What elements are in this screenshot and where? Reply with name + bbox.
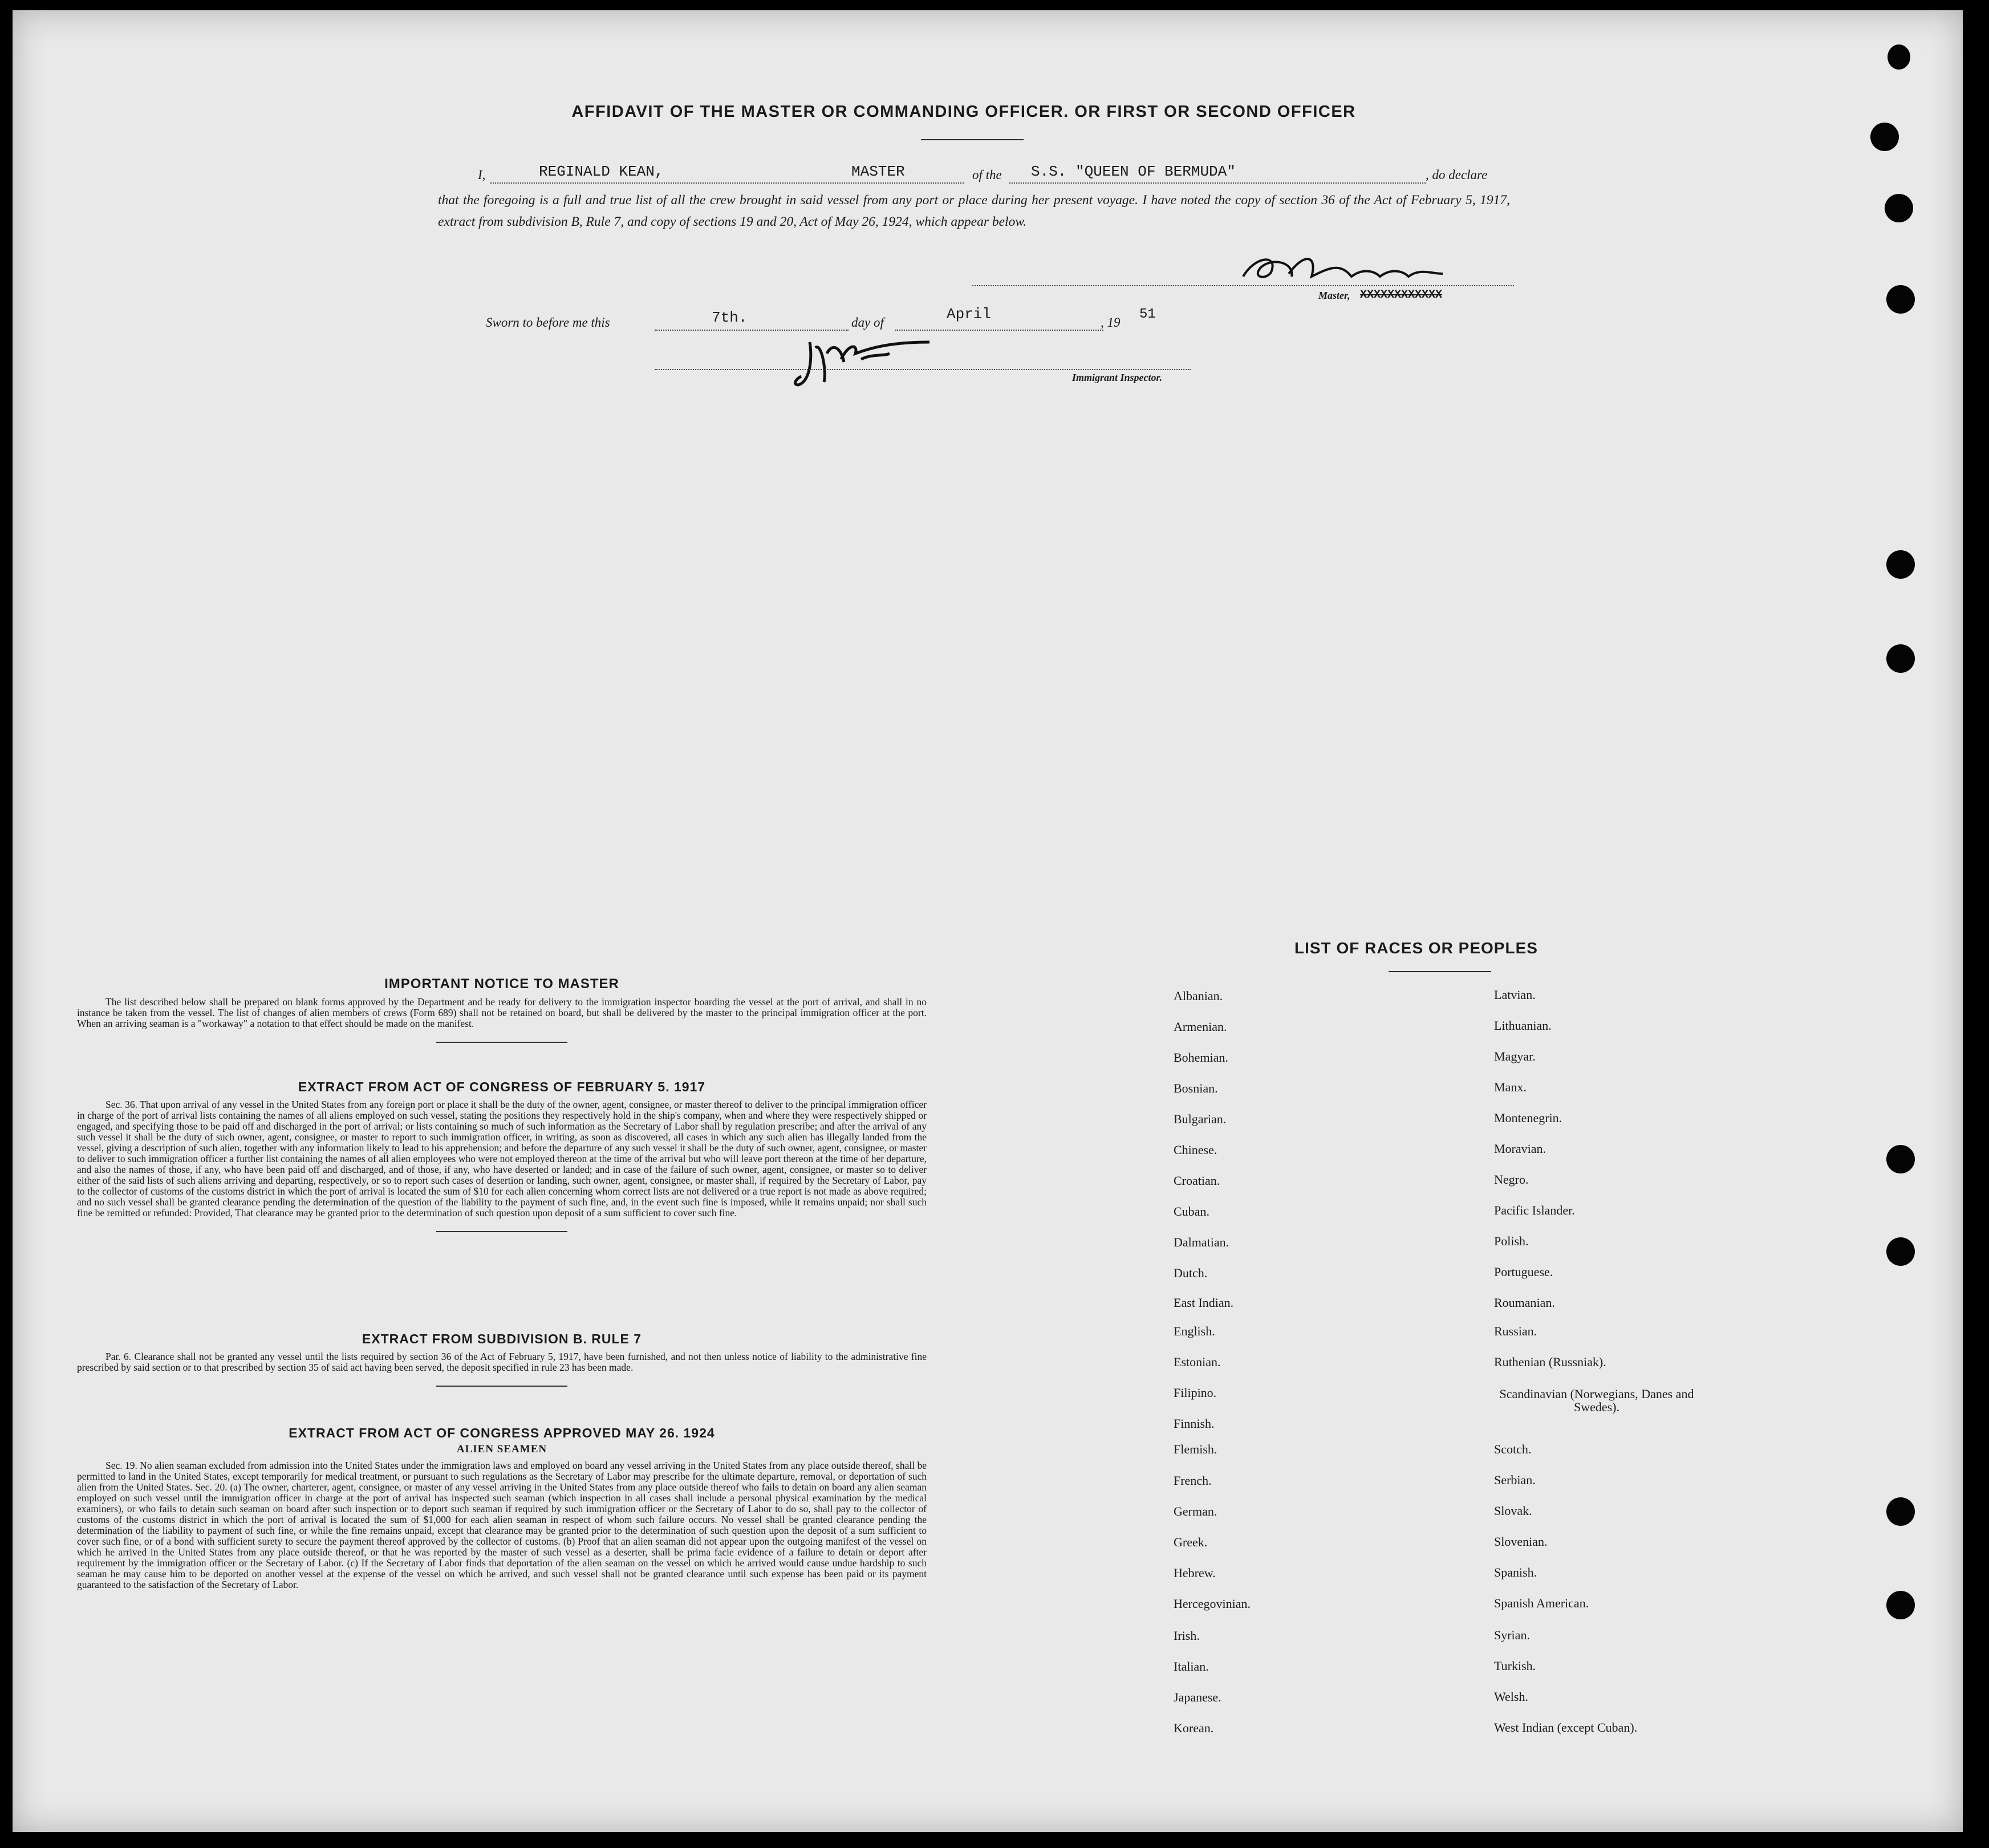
divider xyxy=(436,1042,567,1043)
do-declare-text: , do declare xyxy=(1426,168,1488,182)
extract-1917-title: EXTRACT FROM ACT OF CONGRESS OF FEBRUARY 5. 1917 xyxy=(298,1079,706,1094)
race-item: Cuban. xyxy=(1174,1204,1209,1219)
master-rank: MASTER xyxy=(851,163,905,180)
extract-1917 xyxy=(77,1079,927,1232)
race-item: Syrian. xyxy=(1494,1628,1530,1642)
race-item: German. xyxy=(1174,1504,1217,1518)
race-item: Spanish. xyxy=(1494,1565,1537,1579)
notice-text: The list described below shall be prepared on blank forms approved by the Department and be ready for delivery to the immigration inspector boarding the vessel at the port of arrival, and shall in no instance be taken from the vessel. The list of changes of alien members of crews (Form 689) shall not be retained on board, but shall be delivered by the master to the principal immigration officer at the port. When an arriving seaman is a "workaway" a notation to that effect should be made on the manifest. xyxy=(77,996,927,1029)
race-item: Magyar. xyxy=(1494,1049,1536,1063)
affidavit-paragraph xyxy=(438,189,1510,233)
extract-1924-subtitle: ALIEN SEAMEN xyxy=(456,1443,547,1455)
master-name: REGINALD KEAN, xyxy=(539,163,664,180)
race-item: Dutch. xyxy=(1174,1266,1208,1280)
extract-1924-text: Sec. 19. No alien seaman excluded from admission into the United States under the immigration laws and employed on board any vessel arriving in the United States from any place outside thereof, shall be permitted to land in the United States, except temporarily for medical treatment, or pursuant to such regulations as the Secretary of Labor may prescribe for the ultimate departure, removal, or deportation of such alien from the United States. Sec. 20. (a) The owner, charterer, agent, consignee, or master of any vessel arriving in the United States from any place outside thereof who fails to detain on board any alien seaman employed on such vessel until the immigration officer in charge at the port of arrival has inspected such seaman (which inspection in all cases shall include a personal physical examination by the medical examiners), or who fails to detain such seaman on board after such inspection or to deport such seaman if required by such immigration officer or the Secretary of Labor to do so, shall pay to the collector of customs of the customs district in which the port of arrival is located the sum of $1,000 for each alien seaman in respect of whom such failure occurs. No vessel shall be granted clearance pending the determination of the liability to payment of such fine, or while the fine remains unpaid, except that clearance may be granted prior to the determination of such question upon the deposit of a sum sufficient to cover such fine, or of a bond with sufficient surety to secure the payment thereof approved by the collector of customs. (b) Proof that an alien seaman did not appear upon the outgoing manifest of the vessel on which he arrived in the United States from any place outside thereof, or that he was reported by the master of such vessel as a deserter, shall be prima facie evidence of a failure to detain or deport after requirement by the immigration officer or the Secretary of Labor. (c) If the Secretary of Labor finds that deportation of the alien seaman on the vessel on which he arrived would cause undue hardship to such seaman he may cause him to be deported on another vessel at the expense of the vessel on which he arrived, and such vessel shall not be granted clearance until such expense has been paid or its payment guaranteed to the satisfaction of the Secretary of Labor. xyxy=(77,1460,927,1590)
race-item: Greek. xyxy=(1174,1535,1208,1549)
master-label: Master, xyxy=(1318,290,1350,301)
race-item: Portuguese. xyxy=(1494,1265,1553,1279)
race-item: Chinese. xyxy=(1174,1143,1217,1157)
race-item: Flemish. xyxy=(1174,1442,1217,1456)
punch-hole xyxy=(1886,1497,1915,1526)
vessel-name: S.S. "QUEEN OF BERMUDA" xyxy=(1031,163,1236,180)
race-item: English. xyxy=(1174,1324,1215,1338)
race-item: Finnish. xyxy=(1174,1416,1215,1431)
race-item: Montenegrin. xyxy=(1494,1111,1562,1125)
important-notice xyxy=(77,976,927,1043)
punch-hole xyxy=(1887,44,1910,70)
race-item: Lithuanian. xyxy=(1494,1018,1552,1033)
race-item: West Indian (except Cuban). xyxy=(1494,1720,1638,1735)
divider xyxy=(436,1231,567,1232)
race-item: Japanese. xyxy=(1174,1690,1221,1704)
race-item: Negro. xyxy=(1494,1172,1529,1187)
race-item: Russian. xyxy=(1494,1324,1537,1338)
punch-hole xyxy=(1885,194,1913,222)
race-item: Spanish American. xyxy=(1494,1596,1589,1610)
extract-rule7 xyxy=(77,1331,927,1387)
race-item: Korean. xyxy=(1174,1721,1214,1735)
race-item: Pacific Islander. xyxy=(1494,1203,1575,1217)
race-item: Turkish. xyxy=(1494,1659,1536,1673)
race-item: Slovenian. xyxy=(1494,1534,1548,1549)
race-item: East Indian. xyxy=(1174,1295,1234,1310)
race-item: Roumanian. xyxy=(1494,1295,1555,1310)
race-item: Irish. xyxy=(1174,1628,1200,1643)
race-item: Hebrew. xyxy=(1174,1566,1216,1580)
race-item: Bulgarian. xyxy=(1174,1112,1227,1126)
title-underline xyxy=(921,139,1024,140)
struck-text: XXXXXXXXXXXX xyxy=(1360,289,1443,302)
affidavit-text: that the foregoing is a full and true list of all the crew brought in said vessel from any port or place during her present voyage. I have noted the copy of section 36 of the Act of February 5, 1917, extract from subdivision B, Rule 7, and copy of sections 19 and 20, Act of May 26, 1924, which appear below. xyxy=(438,193,1510,229)
punch-hole xyxy=(1886,1591,1915,1619)
punch-hole xyxy=(1886,285,1915,314)
race-item: Polish. xyxy=(1494,1234,1529,1248)
sworn-prefix: Sworn to before me this xyxy=(486,315,610,330)
race-item: Welsh. xyxy=(1494,1689,1528,1704)
master-name-line xyxy=(490,182,964,184)
divider xyxy=(436,1386,567,1387)
race-item: Manx. xyxy=(1494,1080,1527,1094)
race-item: Albanian. xyxy=(1174,989,1223,1003)
race-item: Ruthenian (Russniak). xyxy=(1494,1355,1606,1369)
intro-i: I, xyxy=(478,168,486,182)
inspector-signature xyxy=(787,331,958,393)
extract-rule7-title: EXTRACT FROM SUBDIVISION B. RULE 7 xyxy=(362,1331,642,1346)
race-item: Italian. xyxy=(1174,1659,1209,1674)
punch-hole xyxy=(1886,1237,1915,1266)
race-item: Latvian. xyxy=(1494,988,1536,1002)
year-prefix: , 19 xyxy=(1101,315,1121,330)
race-item: Bohemian. xyxy=(1174,1050,1228,1065)
inspector-signature-line xyxy=(655,369,1191,370)
year-suffix: 51 xyxy=(1139,307,1156,322)
extract-1924 xyxy=(77,1425,927,1590)
day-of-text: day of xyxy=(851,315,884,330)
of-the-text: of the xyxy=(972,168,1002,182)
race-item: Serbian. xyxy=(1494,1473,1536,1487)
extract-1917-text: Sec. 36. That upon arrival of any vessel in the United States from any foreign port or place it shall be the duty of the owner, agent, consignee, or master thereof to deliver to the principal immigration officer in charge of the port of arrival lists containing the names of all aliens employed on such vessel, stating the positions they respectively hold in the ship's company, when and where they were respectively shipped or engaged, and specifying those to be paid off and discharged in the port of arrival; or lists containing so much of such information as the Secretary of Labor shall by regulation prescribe; and after the arrival of any such vessel it shall be the duty of such owner, agent, consignee, or master to report to such immigration officer, in writing, as soon as discovered, all cases in which any such alien has illegally landed from the vessel, giving a description of such alien, together with any information likely to lead to his apprehension; and before the departure of any such vessel it shall be the duty of such owner, agent, consignee, or master to deliver to such immigration officer a further list containing the names of all alien employees who were not employed thereon at the time of the arrival but who will leave port thereon at the time of her departure, and also the names of those, if any, who have been paid off and discharged, and of those, if any, who have deserted or landed; and in case of the failure of such owner, agent, consignee, or master so to deliver either of the said lists of such aliens arriving and departing, respectively, or so to report such cases of desertion or landing, such owner, agent, consignee, or master shall, if required by the Secretary of Labor, pay to the collector of customs of the customs district in which the port of arrival is located the sum of $10 for each alien concerning whom correct lists are not delivered or a true report is not made as above required; and no such vessel shall be granted clearance pending the determination of the question of the liability to the payment of such fine, and, in the event such fine is imposed, while it remains unpaid; nor shall such fine be remitted or refunded: Provided, That clearance may be granted prior to the determination of such question upon deposit of a sum sufficient to cover such fine. xyxy=(77,1099,927,1219)
punch-hole xyxy=(1886,644,1915,673)
inspector-label: Immigrant Inspector. xyxy=(1072,372,1163,383)
punch-hole xyxy=(1886,1145,1915,1173)
race-item: Bosnian. xyxy=(1174,1081,1218,1095)
race-item: French. xyxy=(1174,1473,1212,1488)
extract-1924-title: EXTRACT FROM ACT OF CONGRESS APPROVED MAY 26. 1924 xyxy=(289,1425,715,1440)
race-item: Dalmatian. xyxy=(1174,1235,1229,1249)
races-title: LIST OF RACES OR PEOPLES xyxy=(1294,939,1538,957)
races-title-underline xyxy=(1389,971,1491,972)
vessel-line xyxy=(1009,182,1426,184)
race-item: Hercegovinian. xyxy=(1174,1597,1251,1611)
race-item: Moravian. xyxy=(1494,1142,1546,1156)
race-item: Armenian. xyxy=(1174,1020,1227,1034)
sworn-month: April xyxy=(947,306,992,323)
race-item: Filipino. xyxy=(1174,1386,1217,1400)
punch-hole xyxy=(1886,550,1915,579)
notice-title: IMPORTANT NOTICE TO MASTER xyxy=(384,976,619,992)
affidavit-title: AFFIDAVIT OF THE MASTER OR COMMANDING OFFICER. OR FIRST OR SECOND OFFICER xyxy=(571,103,1356,121)
race-item: Scandinavian (Norwegians, Danes and Swedes). xyxy=(1499,1387,1694,1414)
extract-rule7-text: Par. 6. Clearance shall not be granted any vessel until the lists required by section 36 of the Act of February 5, 1917, have been furnished, and not then unless notice of liability to the administrative fine prescribed by said section or to that prescribed by section 35 of said act having been served, the deposit specified in rule 23 has been made. xyxy=(77,1351,927,1373)
race-item: Estonian. xyxy=(1174,1355,1221,1369)
race-item: Slovak. xyxy=(1494,1504,1532,1518)
sworn-day: 7th. xyxy=(712,309,748,326)
race-item: Croatian. xyxy=(1174,1173,1220,1188)
punch-hole xyxy=(1870,123,1899,151)
race-item: Scotch. xyxy=(1494,1442,1532,1456)
